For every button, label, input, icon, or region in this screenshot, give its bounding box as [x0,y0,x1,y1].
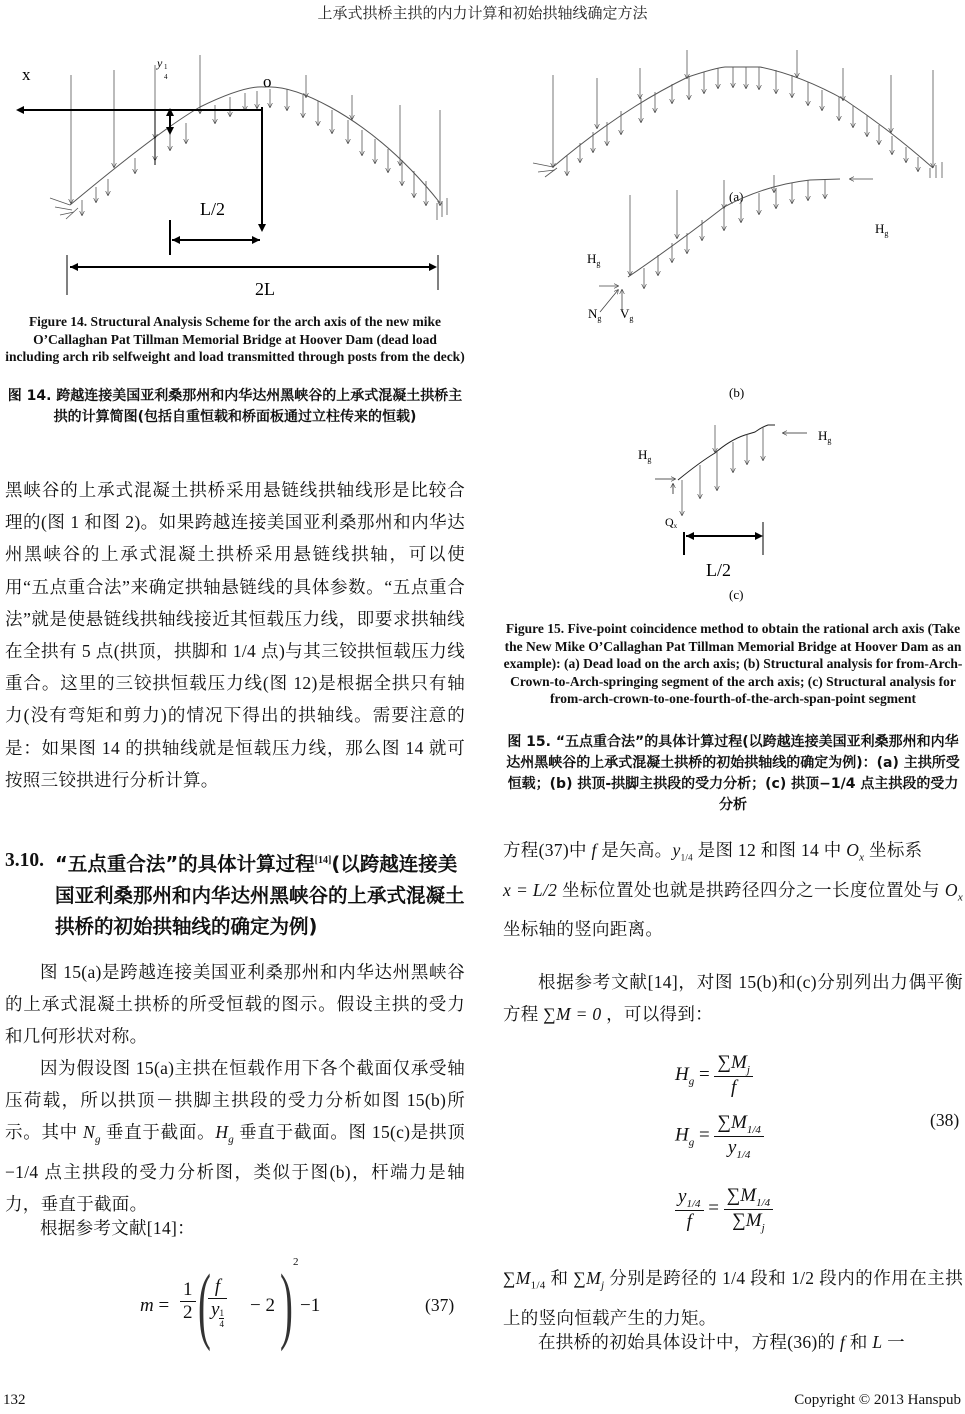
section-ref: [14] [314,855,332,866]
hg-left-label [587,251,600,268]
frac-num: ∑M [726,1185,757,1206]
figure-15a-label: (a) [729,189,744,204]
y-symbol: y [211,1299,220,1320]
arch-curve [70,87,440,205]
body-paragraph [5,1052,465,1221]
force-H-sub: g [596,259,601,268]
text-span: ，可以得到： [601,1004,713,1025]
eq-fraction [714,1052,752,1099]
force-V: V [620,306,630,321]
qx-label [665,515,678,530]
y-quarter-sub-den: 4 [164,73,168,81]
half-span-label: L/2 [200,199,225,219]
paren-right: ) [280,1256,293,1352]
section-number: 3.10. [5,850,44,871]
half-span-label-c: L/2 [706,560,731,580]
force-H: H [638,447,648,462]
figure-15-caption-zh: 图 15. “五点重合法”的具体计算过程(以跨越连接美国亚利桑那州和内华达州黑峡谷的上承式混凝土拱桥的初始拱轴线的确定为例)：(a) 主拱所受恒载；(b) 拱顶-拱脚主拱段的受力分析；(c) 拱顶−1/4 点主拱段的受力分析 [506,734,960,813]
figure-15-caption-en: Figure 15. Five-point coincidence method to obtain the rational arch axis (Take the New Mike O’Callaghan Pat Tillman Memorial Bridge at Hoover Dam as an example): (a) Dead load on the arch axis; (b) Structural analysis for from-Arch-Crown-to-Arch-springing segment of the arch axis; (c) Structural analysis for from-arch-crown-to-one-fourth-of-the-arch-span-point segment [503,621,963,706]
math-sum-m: ∑M = 0 [543,1004,602,1025]
math-N: N [83,1122,96,1143]
force-V-sub: g [629,314,634,323]
math-sub: x [859,851,865,864]
frac-num: ∑M [717,1052,747,1073]
eq38-line1: $H_g$ = $\frac{\sum M_j}{f}$ [675,1052,753,1099]
section-title-part2: (以跨越连接美国亚利桑那州和内华达州黑峡谷的上承式混凝土拱桥的初始拱轴线的确定为例) [55,852,465,938]
figure-15c-label: (c) [729,587,744,602]
frac-den [208,1299,227,1329]
frac-den-sub: 1/4 [736,1148,751,1161]
eq-lhs: H [675,1063,689,1085]
text-span: 因为假设图 15(a)主拱在恒载作用下各个截面仅承受轴压荷载，所以拱顶－拱脚主拱段的受力分析如图 15(b)所示。其中 [5,1058,465,1143]
frac-den: 2 [183,1302,193,1323]
sub-den: 4 [219,1319,224,1329]
frac-num-sub: 1/4 [756,1196,771,1209]
text-span: 坐标位置处也就是拱跨径四分之一长度位置处与 [557,879,945,900]
section-heading [5,845,465,942]
eq-fraction-rhs [724,1185,773,1234]
paren-left: ( [198,1256,211,1352]
dead-load-arrows [71,55,440,215]
eq-lhs: m [140,1295,154,1316]
math-sum-m: ∑M [573,1268,602,1288]
text-span: 一 [882,1332,905,1352]
frac-num: f [208,1276,227,1299]
section-title-part1: “五点重合法”的具体计算过程 [55,852,315,876]
force-H-sub: g [827,436,832,445]
text-span: 是图 12 和图 14 中 [692,840,847,860]
figure-15b-label: (b) [729,385,745,400]
frac-num-sub: 1/4 [746,1123,761,1136]
page-number: 132 [3,1392,26,1408]
ng-label [588,306,601,323]
frac-num-sub: j [746,1063,750,1076]
force-N-sub: g [597,314,602,323]
force-H-sub: g [884,229,889,238]
math-f: f [591,840,597,860]
eq38-line2: $H_g$ = $\frac{\sum M_{1/4}}{y_{1/4}}$ [675,1112,764,1161]
figure-14-caption-en: Figure 14. Structural Analysis Scheme for the arch axis of the new mike O’Callaghan Pat Tillman Memorial Bridge at Hoover Dam (dead load including arch rib selfweight and load transmitted through posts from the deck) [5,314,465,364]
body-paragraph: 黑峡谷的上承式混凝土拱桥采用悬链线拱轴线形是比较合理的(图 1 和图 2)。如果跨越连接美国亚利桑那州和内华达州黑峡谷的上承式混凝土拱桥采用悬链线拱轴，可以使用“五点重合法”来确定拱轴悬链线的具体参数。“五点重合法”就是使悬链线拱轴线接近其恒载压力线，即要求拱轴线在全拱有 5 点(拱顶，拱脚和 1/4 点)与其三铰拱恒载压力线重合。这里的三铰拱恒载压力线(图 12)是根据全拱只有轴力(没有弯矩和剪力)的情况下得出的拱轴线。需要注意的是：如果图 14 的拱轴线就是恒载压力线，那么图 14 就可按照三铰拱进行分析计算。 [5,480,465,790]
body-paragraph: 根据参考文献[14]： [40,1218,195,1238]
math-H: H [215,1122,229,1143]
equation-38 [670,1030,965,1260]
eq-lhs-sub: g [688,1136,695,1149]
math-sum-m: ∑M [503,1268,531,1288]
frac-num-sub: 1/4 [686,1197,701,1210]
eq-lhs: H [675,1124,689,1146]
text-span: 垂直于截面。 [100,1122,216,1143]
text-span: 是矢高。 [596,840,673,860]
text-span: 和 [545,1268,574,1288]
frac-den-sub: j [761,1221,765,1234]
text-span: 垂直于截面。图 15(c)是拱顶−1/4 点主拱段的受力分析图，类似于图(b)，杆端力是轴力，垂直于截面。 [5,1122,465,1215]
text-span: 在拱桥的初始具体设计中，方程(36)的 [538,1332,841,1352]
force-Q: Q [665,515,674,529]
figure-15-diagram [500,50,965,605]
equation-number: (38) [930,1110,960,1130]
math-sub: g [228,1133,235,1146]
figure-15c [655,425,807,555]
section-title [55,845,465,942]
body-paragraph: 方程(37)中 f 是矢高。$y_{1/4}$ 是图 12 和图 14 中 $O_x$ 坐标系 x = L/2 坐标位置处也就是拱跨径四分之一长度位置处与 $O_x$ 坐标轴的竖向距离。 [503,840,963,940]
eq-minus-two: − 2 [250,1295,275,1316]
equation-number: (37) [425,1295,455,1315]
vg-label [620,306,633,323]
x-axis-label: x [22,65,31,84]
copyright: Copyright © 2013 Hanspub [794,1392,961,1408]
eq-fraction-half [180,1279,196,1324]
force-Q-sub: x [673,522,678,530]
force-H: H [818,428,828,443]
eq-fraction [714,1112,763,1161]
math-sub: g [95,1133,101,1146]
body-paragraph: 图 15(a)是跨越连接美国亚利桑那州和内华达州黑峡谷的上承式混凝土拱桥的所受恒载的图示。假设主拱的受力和几何形状对称。 [5,962,465,1047]
eq-minus-one: −1 [300,1295,321,1316]
text-span: 方程(37)中 [503,840,592,860]
sub-num: 1 [219,1308,224,1318]
running-header: 上承式拱桥主拱的内力计算和初始拱轴线确定方法 [317,6,648,22]
math-sub: x [957,891,963,904]
frac-num: ∑M [717,1112,747,1133]
force-H: H [587,251,597,266]
hg-left-label-c [638,447,651,464]
supports [50,198,447,220]
frac-den: ∑M [732,1209,762,1231]
full-span-label: 2L [255,279,275,299]
text-span: 根据参考文献[14]，对图 15(b)和(c)分别列出力偶平衡方程 [503,972,963,1025]
y-quarter-label: y [157,56,163,70]
eq38-line3: $\frac{y_{1/4}}{f}$ = $\frac{\sum M_{1/4}}{\sum M_j}$ [675,1185,773,1234]
coordinate-axes [18,107,262,230]
math-x-equals: x = L/2 [503,879,558,900]
body-paragraph [503,1262,963,1334]
figure-14-caption-zh: 图 14. 跨越连接美国亚利桑那州和内华达州黑峡谷的上承式混凝土拱桥主拱的计算简图(包括自重恒载和桥面板通过立柱传来的恒载) [7,388,463,425]
text-span: 分别是跨径的 1/4 段和 1/2 段内的作用在主拱上的竖向恒载产生的力矩。 [503,1268,964,1328]
text-span: 坐标轴的竖向距离。 [503,919,664,940]
origin-label: o [263,72,272,91]
eq-fraction-lhs [675,1186,704,1233]
text-span: 坐标系 [864,840,923,860]
math-O: O [846,840,860,860]
figure-14-diagram [0,55,470,305]
frac-num: y [678,1185,687,1207]
eq-fraction-f-over-y [208,1276,227,1329]
math-f: f [840,1332,846,1352]
figure-15a [533,50,942,178]
body-paragraph [503,966,963,1030]
hg-right-label-c [818,428,831,445]
force-H-sub: g [647,455,652,464]
frac-num: 1 [180,1279,196,1302]
equation-37 [140,1256,470,1357]
eq-lhs-sub: g [688,1075,695,1088]
force-N: N [588,306,598,321]
y-quarter-sub-num: 1 [164,63,168,71]
hg-right-label [875,221,888,238]
frac-den: f [731,1076,737,1098]
frac-den: y [727,1136,737,1158]
span-dimensions [67,220,438,295]
math-y-quarter: y [672,840,681,860]
eq-power: 2 [293,1256,299,1268]
math-L: L [872,1332,883,1352]
math-O: O [944,879,958,900]
body-paragraph [503,1326,963,1358]
frac-den: f [686,1210,692,1232]
math-sub: 1/4 [530,1279,546,1292]
text-span: 和 [845,1332,873,1352]
eq-equals: = [158,1295,170,1316]
force-H: H [875,221,885,236]
math-sub: j [601,1279,605,1292]
